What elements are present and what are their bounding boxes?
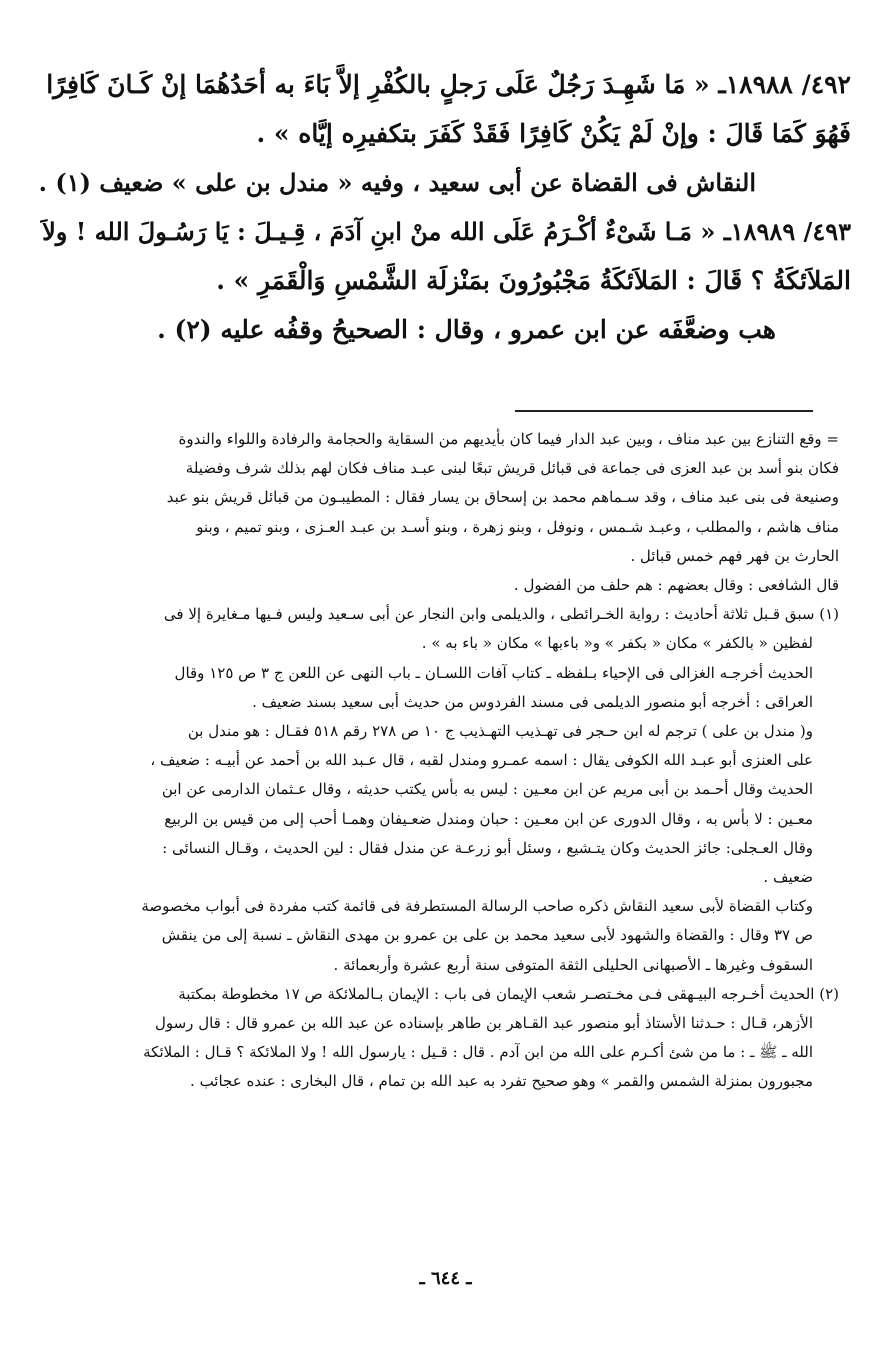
footnote-line: معـين : لا بأس به ، وقال الدورى عن ابن معـين : حبان ومندل ضعـيفان وهمـا أحب إلى من قيس بن الربيع [164,809,813,828]
footnote-line: الحديث أخرجـه الغزالى فى الإحياء بـلفظه ـ كتاب آفات اللسـان ـ باب النهى عن اللعن ج ٣ ص ١٢٥ وقال [174,663,813,682]
footnote-line: الأزهر، قـال : حـدثنا الأستاذ أبو منصور عبد القـاهر بن طاهر بإسناده عن عبد الله بن عمرو قال : قال رسول [154,1014,813,1033]
footnote-line: وقال العـجلى: جائز الحديث وكان يتـشيع ، وسئل أبو زرعـة عن مندل فقال : لين الحديث ، وقـال النسائى : [162,838,813,857]
main-text [40,60,851,354]
footnote-line: الحارث بن فهر فهم خمس قبائل . [630,546,839,565]
footnote-line: الحديث وقال أحـمد بن أبى مريم عن ابن معـين : ليس به بأس يكتب حديثه ، وقال عـثمان الدارمى عن ابن [161,780,813,799]
footnote-divider [515,410,813,412]
hadith-492-line-1: ٤٩٢/ ١٨٩٨٨ـ « مَا شَهِـدَ رَجُلٌ عَلَى رَجلٍ بالكُفْرِ إلاَّ بَاءَ به أحَدُهُمَا إنْ كَـانَ كَافِرًا [46,70,851,99]
footnote-line: العراقى : أخرجه أبو منصور الديلمى فى مسند الفردوس من حديث أبى سعيد بسند ضعيف . [252,692,813,711]
footnote-1-start: (١) سبق قـبل ثلاثة أحاديث : رواية الخـرائطى ، والديلمى وابن النجار عن أبى سـعيد وليس فـيها مـغايرة إلا فى [163,605,839,624]
hadith-492-source: النقاش فى القضاة عن أبى سعيد ، وفيه « مندل بن على » ضعيف (١) . [38,168,756,197]
footnote-line: الله ـ ﷺ ـ : ما من شئ أكـرم على الله من ابن آدم . قال : قـيل : يارسول الله ! ولا الملائكة ؟ قـال : الملائكة [143,1043,813,1062]
hadith-493-line-2: المَلاَئكَةُ ؟ قَالَ : المَلاَئكَةُ مَجْبُورُونَ بمَنْزلَة الشَّمْسِ وَالْقَمَرِ » . [216,266,851,295]
page-number: ـ ٦٤٤ ـ [419,1268,472,1289]
footnote-line: وصنيعة فى بنى عبد مناف ، وقد سـماهم محمد بن إسحاق بن يسار فقال : المطيبـون من قبائل قريش بنو عبد [166,488,839,507]
footnote-line: و( مندل بن على ) ترجم له ابن حـجر فى تهـذيب التهـذيب ج ١٠ ص ٢٧٨ رقم ٥١٨ فقـال : هو مندل بن [187,722,813,741]
footnotes [40,425,839,1097]
footnote-line: لفظين « بالكفر » مكان « بكفر » و« باءبها » مكان « باء به » . [421,634,813,653]
footnote-line: فكان بنو أسد بن عبد العزى فى جماعة فى قبائل قريش تبعًا لبنى عبـد مناف فكان لهم بذلك شرف وفضيلة [185,459,839,478]
footnote-2-start: (٢) الحديث أخـرجه البيـهقى فـى مخـتصـر شعب الإيمان فى باب : الإيمان بـالملائكة ص ١٧ مخطوطة بمكتبة [178,984,839,1003]
footnote-line: على العنزى أبو عبـد الله الكوفى يقال : اسمه عمـرو ومندل لقبه ، قال عـبد الله بن أحمد عن أبيـه : ضعيف ، [150,751,813,770]
hadith-492-line-2: فَهُوَ كَمَا قَالَ : وإنْ لَمْ يَكُنْ كَافِرًا فَقَدْ كَفَرَ بتكفيرِه إيَّاه » . [256,119,851,148]
footnote-line: السقوف وغيرها ـ الأصبهانى الحليلى الثقة المتوفى سنة أربع عشرة وأربعمائة . [333,955,813,974]
hadith-493-source: هب وضعَّفَه عن ابن عمرو ، وقال : الصحيحُ وقفُه عليه (٢) . [157,315,776,344]
footnote-line: وكتاب القضاة لأبى سعيد النقاش ذكره صاحب الرسالة المستطرفة فى قائمة كتب مفردة فى أبواب مخصوصة [141,897,813,916]
footnote-line: ضعيف . [763,868,813,887]
footnote-line: مناف هاشم ، والمطلب ، وعبـد شـمس ، ونوفل ، وبنو زهرة ، وبنو أسـد بن عبـد العـزى ، وبنو تميم ، وبنو [196,517,839,536]
footnote-line: = وقع التنازع بين عبد مناف ، وبين عبد الدار فيما كان بأيديهم من السقاية والحجامة والرفادة واللواء والندوة [178,430,839,448]
footnote-line: قال الشافعى : وقال بعضهم : هم حلف من الفضول . [513,576,839,595]
hadith-493-line-1: ٤٩٣/ ١٨٩٨٩ـ « مَـا شَىْءٌ أكْـرَمُ عَلَى الله منْ ابنِ آدَمَ ، قِـيـلَ : يَا رَسُـولَ الله ! ولاَ [42,217,851,246]
footnote-line: مجبورون بمنزلة الشمس والقمر » وهو صحيح تفرد به عبد الله بن تمام ، قال البخارى : عنده عجائب . [190,1072,813,1091]
footnote-line: ص ٣٧ وقال : والقضاة والشهود لأبى سعيد محمد بن على بن عمرو بن مهدى النقاش ـ نسبة إلى من ينقش [161,926,813,945]
